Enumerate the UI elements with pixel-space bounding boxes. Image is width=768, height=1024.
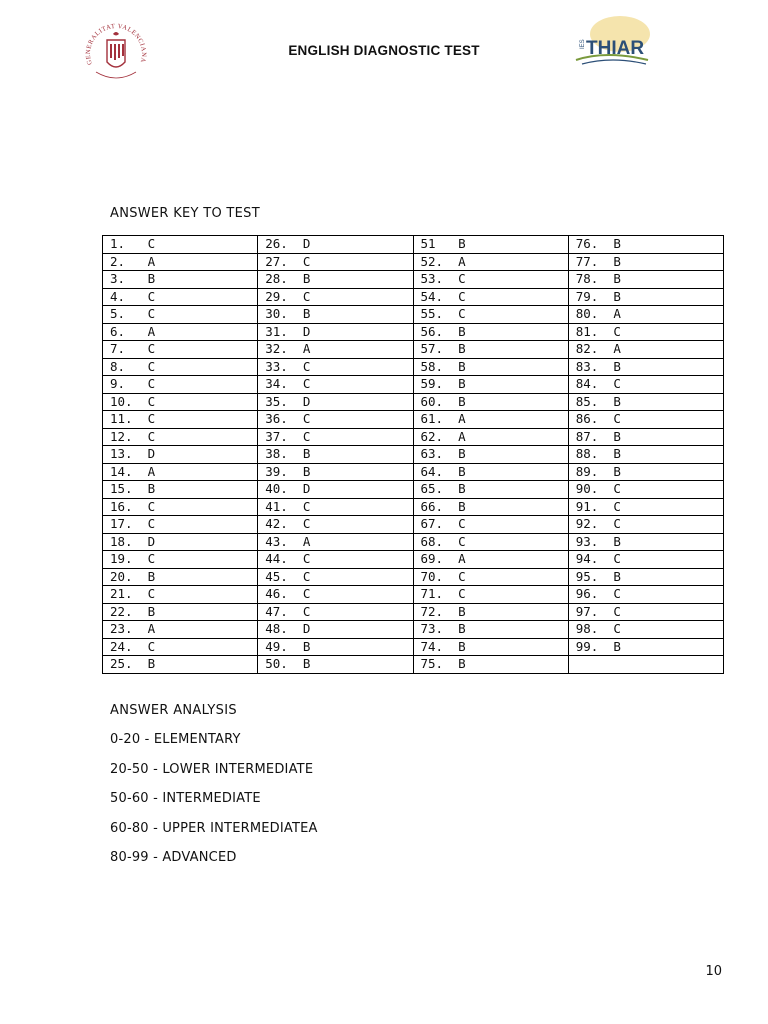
table-row — [103, 586, 724, 604]
answer-cell: 12. C — [103, 428, 258, 446]
answer-cell: 10. C — [103, 393, 258, 411]
answer-analysis-title: ANSWER ANALYSIS — [110, 703, 237, 718]
answer-cell: 63. B — [413, 446, 568, 464]
answer-cell: 13. D — [103, 446, 258, 464]
logo-prefix: IES — [580, 39, 586, 49]
answer-cell: 5. C — [103, 306, 258, 324]
answer-cell: 82. A — [568, 341, 723, 359]
answer-cell: 38. B — [258, 446, 413, 464]
answer-cell: 65. B — [413, 481, 568, 499]
answer-cell: 14. A — [103, 463, 258, 481]
answer-cell: 28. B — [258, 271, 413, 289]
answer-cell: 18. D — [103, 533, 258, 551]
answer-cell: 81. C — [568, 323, 723, 341]
answer-cell: 94. C — [568, 551, 723, 569]
table-row — [103, 306, 724, 324]
table-row — [103, 271, 724, 289]
answer-cell: 62. A — [413, 428, 568, 446]
level-upper-intermediate: 60-80 - UPPER INTERMEDIATEA — [110, 820, 318, 836]
answer-cell: 67. C — [413, 516, 568, 534]
answer-cell: 33. C — [258, 358, 413, 376]
answer-cell: 4. C — [103, 288, 258, 306]
document-title: ENGLISH DIAGNOSTIC TEST — [288, 43, 480, 58]
answer-cell: 79. B — [568, 288, 723, 306]
answer-cell: 37. C — [258, 428, 413, 446]
answer-cell: 71. C — [413, 586, 568, 604]
answer-cell: 90. C — [568, 481, 723, 499]
answer-cell: 52. A — [413, 253, 568, 271]
answer-cell: 23. A — [103, 621, 258, 639]
answer-cell: 80. A — [568, 306, 723, 324]
answer-cell: 92. C — [568, 516, 723, 534]
logo-text: THIAR — [586, 38, 645, 59]
ies-thiar-logo-icon — [572, 16, 652, 68]
answer-cell: 61. A — [413, 411, 568, 429]
table-row — [103, 568, 724, 586]
answer-cell: 7. C — [103, 341, 258, 359]
answer-cell: 42. C — [258, 516, 413, 534]
answer-cell: 31. D — [258, 323, 413, 341]
table-row — [103, 463, 724, 481]
answer-cell: 73. B — [413, 621, 568, 639]
answer-cell: 68. C — [413, 533, 568, 551]
answer-key-title: ANSWER KEY TO TEST — [110, 206, 260, 221]
table-row — [103, 236, 724, 254]
answer-cell: 50. B — [258, 656, 413, 674]
table-row — [103, 533, 724, 551]
answer-cell: 77. B — [568, 253, 723, 271]
answer-cell: 27. C — [258, 253, 413, 271]
page-number: 10 — [705, 964, 722, 979]
answer-cell: 3. B — [103, 271, 258, 289]
seal-text: GENERALITAT VALENCIANA — [84, 22, 148, 66]
table-row — [103, 656, 724, 674]
answer-cell: 51 B — [413, 236, 568, 254]
table-row — [103, 358, 724, 376]
answer-cell: 35. D — [258, 393, 413, 411]
answer-cell: 55. C — [413, 306, 568, 324]
table-row — [103, 498, 724, 516]
answer-cell: 46. C — [258, 586, 413, 604]
answer-cell: 69. A — [413, 551, 568, 569]
answer-cell: 22. B — [103, 603, 258, 621]
answer-cell: 97. C — [568, 603, 723, 621]
answer-cell: 95. B — [568, 568, 723, 586]
answer-cell: 19. C — [103, 551, 258, 569]
answer-cell: 1. C — [103, 236, 258, 254]
answer-cell: 2. A — [103, 253, 258, 271]
table-row — [103, 638, 724, 656]
answer-cell: 25. B — [103, 656, 258, 674]
level-intermediate: 50-60 - INTERMEDIATE — [110, 791, 261, 806]
answer-cell: 70. C — [413, 568, 568, 586]
table-row — [103, 603, 724, 621]
answer-cell: 6. A — [103, 323, 258, 341]
answer-cell: 60. B — [413, 393, 568, 411]
answer-cell: 17. C — [103, 516, 258, 534]
table-row — [103, 446, 724, 464]
level-lower-intermediate: 20-50 - LOWER INTERMEDIATE — [110, 761, 314, 777]
answer-cell: 56. B — [413, 323, 568, 341]
answer-cell: 48. D — [258, 621, 413, 639]
answer-cell: 74. B — [413, 638, 568, 656]
answer-cell: 87. B — [568, 428, 723, 446]
answer-cell: 45. C — [258, 568, 413, 586]
answer-cell: 24. C — [103, 638, 258, 656]
table-row — [103, 621, 724, 639]
answer-cell: 39. B — [258, 463, 413, 481]
table-row — [103, 428, 724, 446]
answer-cell: 8. C — [103, 358, 258, 376]
answer-cell: 99. B — [568, 638, 723, 656]
table-row — [103, 411, 724, 429]
answer-cell: 9. C — [103, 376, 258, 394]
level-list — [110, 732, 318, 880]
answer-cell: 93. B — [568, 533, 723, 551]
answer-cell: 96. C — [568, 586, 723, 604]
answer-cell: 40. D — [258, 481, 413, 499]
answer-cell: 64. B — [413, 463, 568, 481]
answer-cell — [568, 656, 723, 674]
table-row — [103, 516, 724, 534]
answer-cell: 88. B — [568, 446, 723, 464]
table-row — [103, 393, 724, 411]
table-row — [103, 481, 724, 499]
table-row — [103, 288, 724, 306]
table-row — [103, 376, 724, 394]
answer-cell: 20. B — [103, 568, 258, 586]
answer-cell: 41. C — [258, 498, 413, 516]
answer-cell: 21. C — [103, 586, 258, 604]
answer-cell: 58. B — [413, 358, 568, 376]
answer-cell: 89. B — [568, 463, 723, 481]
answer-cell: 15. B — [103, 481, 258, 499]
answer-cell: 44. C — [258, 551, 413, 569]
answer-cell: 11. C — [103, 411, 258, 429]
answer-cell: 57. B — [413, 341, 568, 359]
answer-cell: 75. B — [413, 656, 568, 674]
answer-cell: 66. B — [413, 498, 568, 516]
answer-cell: 86. C — [568, 411, 723, 429]
table-row — [103, 551, 724, 569]
answer-cell: 43. A — [258, 533, 413, 551]
answer-cell: 85. B — [568, 393, 723, 411]
answer-key-table — [102, 235, 724, 674]
level-elementary: 0-20 - ELEMENTARY — [110, 732, 241, 747]
table-row — [103, 323, 724, 341]
level-advanced: 80-99 - ADVANCED — [110, 850, 237, 865]
answer-cell: 98. C — [568, 621, 723, 639]
answer-cell: 32. A — [258, 341, 413, 359]
answer-cell: 72. B — [413, 603, 568, 621]
answer-cell: 59. B — [413, 376, 568, 394]
answer-cell: 76. B — [568, 236, 723, 254]
answer-cell: 49. B — [258, 638, 413, 656]
answer-cell: 83. B — [568, 358, 723, 376]
table-row — [103, 253, 724, 271]
answer-cell: 91. C — [568, 498, 723, 516]
answer-cell: 29. C — [258, 288, 413, 306]
answer-cell: 34. C — [258, 376, 413, 394]
answer-cell: 30. B — [258, 306, 413, 324]
answer-cell: 78. B — [568, 271, 723, 289]
answer-cell: 26. D — [258, 236, 413, 254]
answer-cell: 84. C — [568, 376, 723, 394]
answer-cell: 16. C — [103, 498, 258, 516]
answer-cell: 54. C — [413, 288, 568, 306]
table-row — [103, 341, 724, 359]
answer-cell: 36. C — [258, 411, 413, 429]
answer-cell: 53. C — [413, 271, 568, 289]
answer-cell: 47. C — [258, 603, 413, 621]
